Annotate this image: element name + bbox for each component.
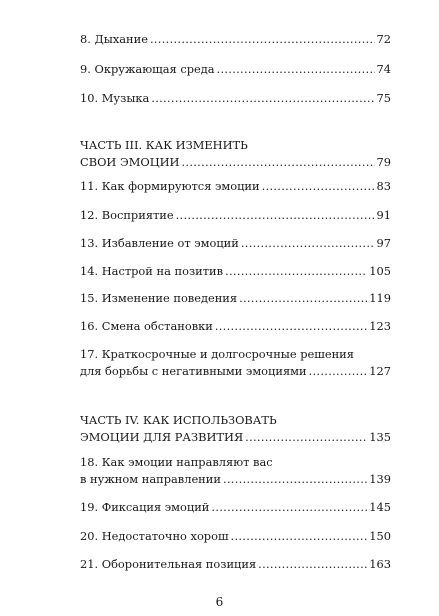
toc-line [80,61,391,78]
toc-entry-title-line2: для борьбы с негативными эмоциями [80,364,307,378]
toc-entry [80,207,391,224]
toc-page-number: 72 [376,32,391,46]
toc-leader-dots [262,178,375,195]
toc-page-number: 123 [369,319,391,333]
toc-page-number: 119 [369,291,391,305]
toc-entry [80,556,391,573]
toc-entry-title: 8. Дыхание [80,32,148,46]
toc-leader-dots [211,499,367,516]
toc-page-number: 105 [369,264,391,278]
toc-leader-dots [150,31,375,48]
toc-line [80,454,391,471]
toc-entry-title: 9. Окружающая среда [80,62,215,76]
toc-page-number: 139 [369,472,391,486]
toc-entry [80,61,391,78]
toc-entry-title: 20. Недостаточно хорош [80,529,229,543]
toc-leader-dots [182,154,375,171]
toc-leader-dots [225,263,367,280]
toc-entry [80,31,391,48]
toc-page-number: 91 [376,208,391,222]
toc-line [80,556,391,573]
toc-leader-dots [151,90,374,107]
toc-entry-title: 19. Фиксация эмоций [80,500,210,514]
toc-line [80,263,391,280]
toc-leader-dots [239,290,367,307]
toc-entry-title-line1: 17. Краткосрочные и долгосрочные решения [80,347,354,361]
toc-line [80,31,391,48]
toc-entry-title-line2: в нужном направлении [80,472,221,486]
toc-line [80,346,391,363]
toc-page-number: 75 [376,91,391,105]
toc-part-title-line1: ЧАСТЬ III. КАК ИЗМЕНИТЬ [80,138,248,152]
toc-leader-dots [215,318,367,335]
toc-leader-dots [231,528,368,545]
toc-page-number: 97 [376,236,391,250]
toc-entry-title: 13. Избавление от эмоций [80,236,239,250]
toc-entry [80,263,391,280]
toc-leader-dots [217,61,375,78]
toc-line [80,429,391,446]
toc-line [80,499,391,516]
toc-page-number: 127 [369,364,391,378]
toc-entry-title: 14. Настрой на позитив [80,264,224,278]
toc-leader-dots [309,363,368,380]
toc-part-title-line2: СВОИ ЭМОЦИИ [80,155,180,169]
toc-entry [80,346,391,380]
toc-entry [80,499,391,516]
toc-page-number: 145 [369,500,391,514]
toc-line [80,363,391,380]
toc-leader-dots [258,556,367,573]
toc-line [80,235,391,252]
toc-entry [80,454,391,488]
toc-entry-title: 15. Изменение поведения [80,291,238,305]
toc-entry [80,178,391,195]
toc-page-number: 83 [376,179,391,193]
toc-leader-dots [176,207,375,224]
toc-entry-title: 21. Оборонительная позиция [80,557,257,571]
toc-line [80,207,391,224]
toc-entry [80,90,391,107]
toc-line [80,290,391,307]
toc-line [80,471,391,488]
toc-page-number: 79 [376,155,391,169]
toc-part-title-line1: ЧАСТЬ IV. КАК ИСПОЛЬЗОВАТЬ [80,413,277,427]
toc-page-number: 163 [369,557,391,571]
toc-entry-title: 16. Смена обстановки [80,319,213,333]
toc-line [80,137,391,154]
toc-line [80,154,391,171]
toc-line [80,318,391,335]
toc-entry [80,235,391,252]
toc-part-heading [80,137,391,171]
toc-entry [80,290,391,307]
toc-part-heading [80,412,391,446]
toc-entry-title: 10. Музыка [80,91,150,105]
toc-leader-dots [245,429,367,446]
toc-line [80,178,391,195]
toc-line [80,528,391,545]
toc-entry-title: 11. Как формируются эмоции [80,179,260,193]
toc-entry-title-line1: 18. Как эмоции направляют вас [80,455,273,469]
page-number: 6 [215,595,224,609]
toc-leader-dots [241,235,375,252]
toc-line [80,90,391,107]
toc-entry [80,528,391,545]
toc-page-number: 74 [376,62,391,76]
toc-part-title-line2: ЭМОЦИИ ДЛЯ РАЗВИТИЯ [80,430,244,444]
toc-page-number: 150 [369,529,391,543]
toc-line [80,412,391,429]
toc-page-number: 135 [369,430,391,444]
toc-entry [80,318,391,335]
toc-entry-title: 12. Восприятие [80,208,174,222]
toc-leader-dots [223,471,367,488]
